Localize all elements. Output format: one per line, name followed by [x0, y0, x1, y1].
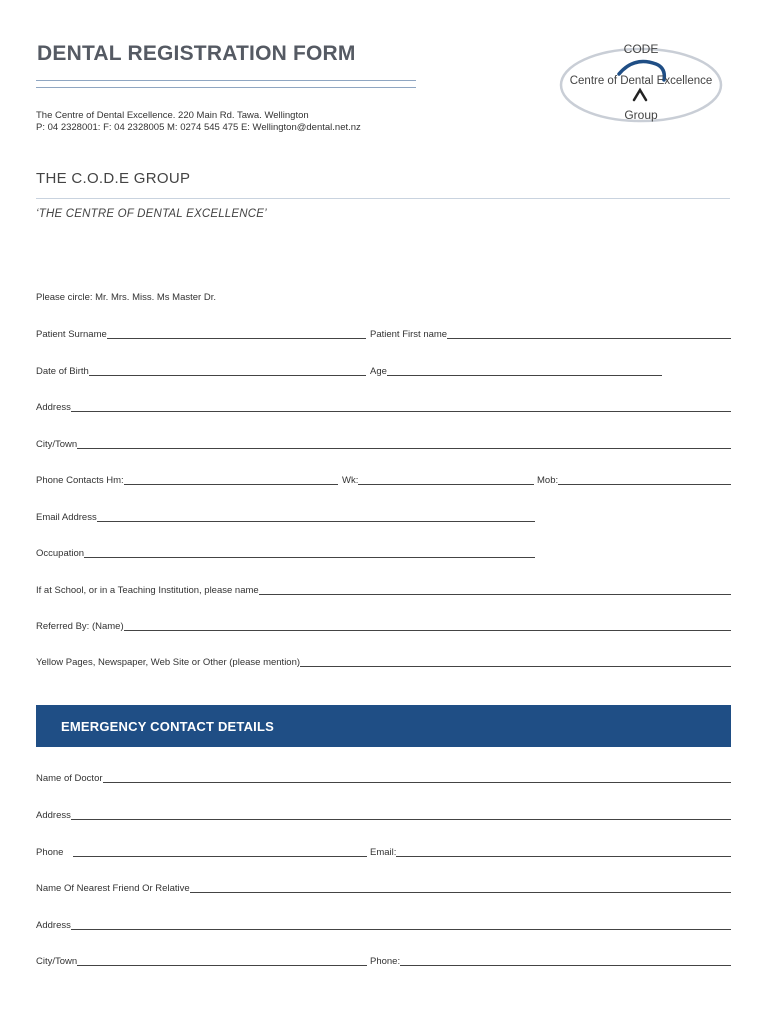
relative-address-label: Address	[36, 920, 71, 931]
group-name: THE C.O.D.E GROUP	[36, 170, 191, 187]
source-label: Yellow Pages, Newspaper, Web Site or Other (please mention)	[36, 657, 301, 668]
address-field[interactable]	[71, 402, 731, 412]
clinic-contacts: P: 04 2328001: F: 04 2328005 M: 0274 545 475 E: Wellington@dental.net.nz	[36, 122, 361, 133]
school-label: If at School, or in a Teaching Institution, please name	[36, 585, 259, 596]
logo-middle-text: Centre of Dental Excellence	[569, 75, 713, 87]
relative-city-label: City/Town	[36, 956, 78, 967]
code-group-logo	[556, 42, 726, 124]
group-rule	[36, 198, 730, 199]
nearest-relative-row	[36, 883, 731, 894]
city-town-label: City/Town	[36, 439, 78, 450]
relative-phone-label: Phone:	[370, 956, 401, 967]
salutation-row	[36, 292, 336, 303]
email-row	[36, 512, 535, 523]
city-town-row	[36, 439, 731, 450]
relative-address-field[interactable]	[71, 920, 731, 930]
relative-city-row	[36, 956, 367, 967]
doctor-label: Name of Doctor	[36, 773, 103, 784]
dob-row	[36, 366, 366, 377]
email-label: Email Address	[36, 512, 97, 523]
phone-hm-field[interactable]	[124, 475, 338, 485]
form-title: DENTAL REGISTRATION FORM	[37, 42, 356, 65]
logo-bottom-text: Group	[624, 108, 658, 122]
address-label: Address	[36, 402, 71, 413]
occupation-row	[36, 548, 535, 559]
referred-by-field[interactable]	[124, 621, 731, 631]
emergency-address-field[interactable]	[71, 810, 731, 820]
patient-surname-field[interactable]	[107, 329, 366, 339]
email-field[interactable]	[97, 512, 535, 522]
emergency-phone-label: Phone	[36, 847, 64, 858]
age-field[interactable]	[387, 366, 662, 376]
doctor-row	[36, 773, 731, 784]
phone-hm-label: Phone Contacts Hm:	[36, 475, 124, 486]
nearest-relative-field[interactable]	[190, 883, 731, 893]
tooth-root-icon	[634, 90, 646, 100]
phone-mob-label: Mob:	[537, 475, 559, 486]
source-field[interactable]	[300, 657, 731, 667]
phone-wk-row	[342, 475, 534, 486]
patient-first-name-field[interactable]	[447, 329, 731, 339]
relative-address-row	[36, 920, 731, 931]
relative-phone-row	[370, 956, 731, 967]
age-label: Age	[370, 366, 387, 377]
emergency-phone-row	[36, 847, 367, 858]
occupation-field[interactable]	[84, 548, 535, 558]
dob-label: Date of Birth	[36, 366, 89, 377]
emergency-contact-banner	[36, 705, 731, 747]
relative-city-field[interactable]	[77, 956, 367, 966]
referred-by-row	[36, 621, 731, 632]
emergency-email-field[interactable]	[396, 847, 731, 857]
doctor-field[interactable]	[103, 773, 731, 783]
patient-surname-row	[36, 329, 366, 340]
title-rule	[36, 80, 416, 81]
relative-phone-field[interactable]	[400, 956, 731, 966]
phone-mob-field[interactable]	[558, 475, 731, 485]
age-row	[370, 366, 662, 377]
patient-first-name-row	[370, 329, 731, 340]
emergency-address-label: Address	[36, 810, 71, 821]
phone-wk-label: Wk:	[342, 475, 359, 486]
school-field[interactable]	[259, 585, 731, 595]
emergency-address-row	[36, 810, 731, 821]
emergency-phone-field[interactable]	[73, 847, 367, 857]
occupation-label: Occupation	[36, 548, 85, 559]
logo-top-text: CODE	[623, 42, 659, 56]
patient-first-name-label: Patient First name	[370, 329, 448, 340]
phone-mob-row	[537, 475, 731, 486]
phone-hm-row	[36, 475, 338, 486]
emergency-heading: EMERGENCY CONTACT DETAILS	[61, 718, 275, 734]
title-rule-secondary	[36, 87, 416, 88]
dob-field[interactable]	[89, 366, 366, 376]
address-row	[36, 402, 731, 413]
source-row	[36, 657, 731, 668]
nearest-relative-label: Name Of Nearest Friend Or Relative	[36, 883, 190, 894]
referred-by-label: Referred By: (Name)	[36, 621, 124, 632]
phone-wk-field[interactable]	[358, 475, 534, 485]
emergency-email-label: Email:	[370, 847, 397, 858]
salutation-label: Please circle: Mr. Mrs. Miss. Ms Master Dr.	[36, 292, 216, 303]
clinic-address: The Centre of Dental Excellence. 220 Main Rd. Tawa. Wellington	[36, 110, 309, 121]
emergency-email-row	[370, 847, 731, 858]
school-row	[36, 585, 731, 596]
group-tagline: ‘THE CENTRE OF DENTAL EXCELLENCE’	[36, 208, 267, 220]
city-town-field[interactable]	[77, 439, 731, 449]
patient-surname-label: Patient Surname	[36, 329, 107, 340]
